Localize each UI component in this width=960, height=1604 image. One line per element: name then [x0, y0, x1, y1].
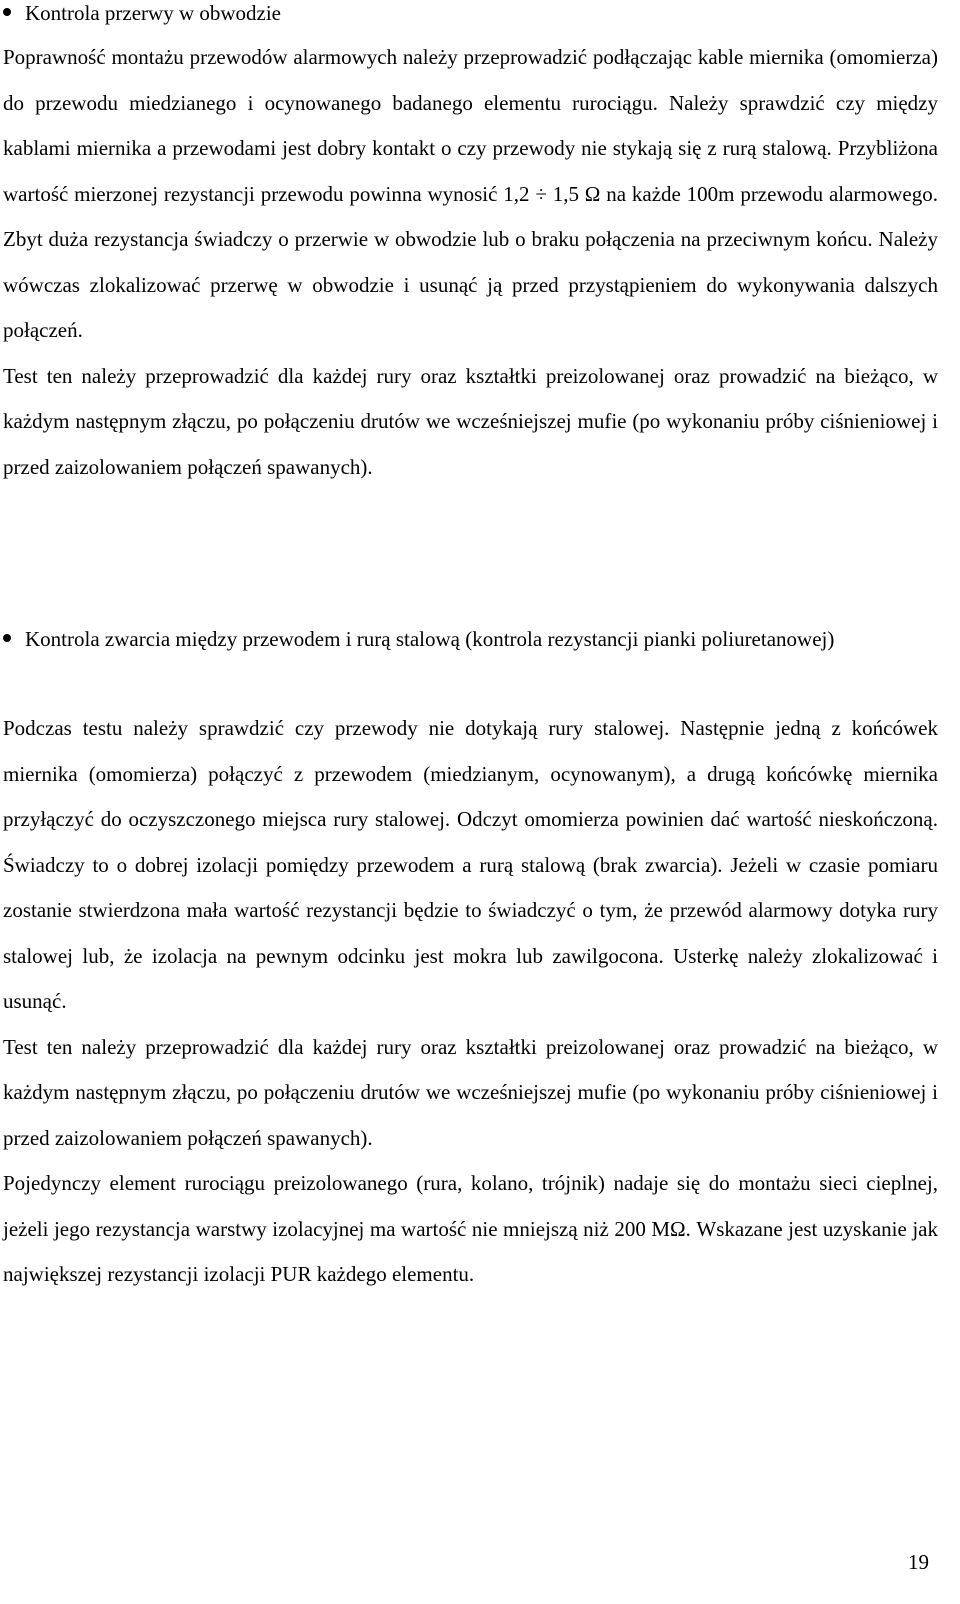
paragraph: Test ten należy przeprowadzić dla każdej rury oraz kształtki preizolowanej oraz prowadzić na bieżąco, w każdym następnym złączu, po połączeniu drutów we wcześniejszej mufie (po wykonaniu próby ciśnieniowej i przed zaizolowaniem połączeń spawanych). [3, 1034, 938, 1150]
paragraph: Test ten należy przeprowadzić dla każdej rury oraz kształtki preizolowanej oraz prowadzić na bieżąco, w każdym następnym złączu, po połączeniu drutów we wcześniejszej mufie (po wykonaniu próby ciśnieniowej i przed zaizolowaniem połączeń spawanych). [3, 363, 938, 479]
section-body-circuit-break [3, 35, 938, 490]
page-number: 19 [908, 1550, 929, 1574]
heading-text: Kontrola przerwy w obwodzie [25, 1, 281, 25]
bullet-icon [3, 634, 11, 642]
section-heading-circuit-break [3, 0, 938, 37]
section-heading-short-circuit [3, 617, 938, 663]
paragraph: Poprawność montażu przewodów alarmowych należy przeprowadzić podłączając kable miernika (omomierza) do przewodu miedzianego i ocynowanego badanego elementu rurociągu. Należy sprawdzić czy między kablami miernika a przewodami jest dobry kontakt o czy przewody nie stykają się z rurą stalową. Przybliżona wartość mierzonej rezystancji przewodu powinna wynosić 1,2 ÷ 1,5 Ω na każde 100m przewodu alarmowego. Zbyt duża rezystancja świadczy o przerwie w obwodzie lub o braku połączenia na przeciwnym końcu. Należy wówczas zlokalizować przerwę w obwodzie i usunąć ją przed przystąpieniem do wykonywania dalszych połączeń. [3, 45, 938, 342]
bullet-icon [3, 8, 11, 16]
paragraph: Pojedynczy element rurociągu preizolowanego (rura, kolano, trójnik) nadaje się do montażu sieci cieplnej, jeżeli jego rezystancja warstwy izolacyjnej ma wartość nie mniejszą niż 200 MΩ. Wskazane jest uzyskanie jak największej rezystancji izolacji PUR każdego elementu. [3, 1171, 938, 1286]
paragraph: Podczas testu należy sprawdzić czy przewody nie dotykają rury stalowej. Następnie jedną z końcówek miernika (omomierza) połączyć z przewodem (miedzianym, ocynowanym), a drugą końcówkę miernika przyłączyć do oczyszczonego miejsca rury stalowej. Odczyt omomierza powinien dać wartość nieskończoną. Świadczy to o dobrej izolacji pomiędzy przewodem a rurą stalową (brak zwarcia). Jeżeli w czasie pomiaru zostanie stwierdzona mała wartość rezystancji będzie to świadczyć o tym, że przewód alarmowy dotyka rury stalowej lub, że izolacja na pewnym odcinku jest mokra lub zawilgocona. Usterkę należy zlokalizować i usunąć. [3, 716, 938, 1013]
heading-text: Kontrola zwarcia między przewodem i rurą stalową (kontrola rezystancji pianki poliuretanowej) [25, 627, 835, 651]
section-body-short-circuit [3, 706, 938, 1298]
